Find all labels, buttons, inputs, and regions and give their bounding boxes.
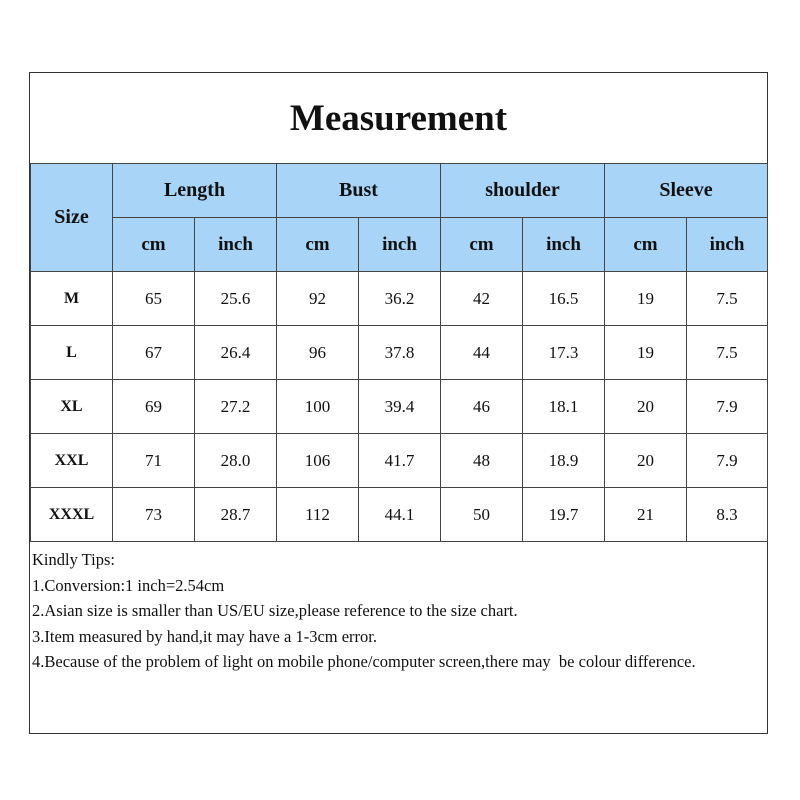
value-cell: 41.7 (359, 434, 441, 488)
size-chart-table (30, 163, 768, 542)
size-cell: XL (31, 380, 113, 434)
value-cell: 69 (113, 380, 195, 434)
tip-item: 1.Conversion:1 inch=2.54cm (32, 575, 225, 595)
size-cell: XXXL (31, 488, 113, 542)
value-cell: 27.2 (195, 380, 277, 434)
unit-header: inch (687, 218, 768, 272)
kindly-tips (32, 547, 762, 675)
group-header-sleeve: Sleeve (605, 164, 768, 218)
value-cell: 37.8 (359, 326, 441, 380)
tips-heading: Kindly Tips: (32, 550, 115, 569)
value-cell: 42 (441, 272, 523, 326)
value-cell: 7.9 (687, 380, 768, 434)
table-row (31, 488, 768, 542)
unit-header: cm (113, 218, 195, 272)
value-cell: 18.9 (523, 434, 605, 488)
unit-header: inch (195, 218, 277, 272)
tip-item: 2.Asian size is smaller than US/EU size,please reference to the size chart. (32, 601, 518, 620)
table-group-header-row (31, 164, 768, 218)
value-cell: 20 (605, 434, 687, 488)
table-row (31, 380, 768, 434)
value-cell: 50 (441, 488, 523, 542)
value-cell: 44.1 (359, 488, 441, 542)
value-cell: 48 (441, 434, 523, 488)
size-column-header: Size (31, 164, 113, 272)
value-cell: 18.1 (523, 380, 605, 434)
measurement-sheet (29, 72, 768, 734)
value-cell: 7.9 (687, 434, 768, 488)
value-cell: 19 (605, 326, 687, 380)
value-cell: 21 (605, 488, 687, 542)
value-cell: 19.7 (523, 488, 605, 542)
group-header-length: Length (113, 164, 277, 218)
value-cell: 28.7 (195, 488, 277, 542)
group-header-shoulder: shoulder (441, 164, 605, 218)
value-cell: 73 (113, 488, 195, 542)
value-cell: 106 (277, 434, 359, 488)
value-cell: 25.6 (195, 272, 277, 326)
group-header-bust: Bust (277, 164, 441, 218)
table-row (31, 434, 768, 488)
tip-item: 3.Item measured by hand,it may have a 1-3cm error. (32, 626, 378, 646)
unit-header: cm (605, 218, 687, 272)
unit-header: cm (441, 218, 523, 272)
value-cell: 71 (113, 434, 195, 488)
value-cell: 96 (277, 326, 359, 380)
unit-header: cm (277, 218, 359, 272)
value-cell: 112 (277, 488, 359, 542)
value-cell: 36.2 (359, 272, 441, 326)
value-cell: 92 (277, 272, 359, 326)
value-cell: 7.5 (687, 326, 768, 380)
table-unit-header-row (31, 218, 768, 272)
value-cell: 19 (605, 272, 687, 326)
value-cell: 16.5 (523, 272, 605, 326)
size-cell: M (31, 272, 113, 326)
value-cell: 65 (113, 272, 195, 326)
value-cell: 17.3 (523, 326, 605, 380)
value-cell: 20 (605, 380, 687, 434)
value-cell: 26.4 (195, 326, 277, 380)
size-cell: L (31, 326, 113, 380)
value-cell: 44 (441, 326, 523, 380)
value-cell: 28.0 (195, 434, 277, 488)
value-cell: 39.4 (359, 380, 441, 434)
unit-header: inch (523, 218, 605, 272)
unit-header: inch (359, 218, 441, 272)
table-body (31, 272, 768, 542)
table-row (31, 326, 768, 380)
value-cell: 67 (113, 326, 195, 380)
tip-item: 4.Because of the problem of light on mobile phone/computer screen,there may be colour difference. (32, 652, 696, 671)
table-row (31, 272, 768, 326)
value-cell: 7.5 (687, 272, 768, 326)
page-title: Measurement (289, 97, 508, 139)
value-cell: 46 (441, 380, 523, 434)
value-cell: 8.3 (687, 488, 768, 542)
size-cell: XXL (31, 434, 113, 488)
value-cell: 100 (277, 380, 359, 434)
